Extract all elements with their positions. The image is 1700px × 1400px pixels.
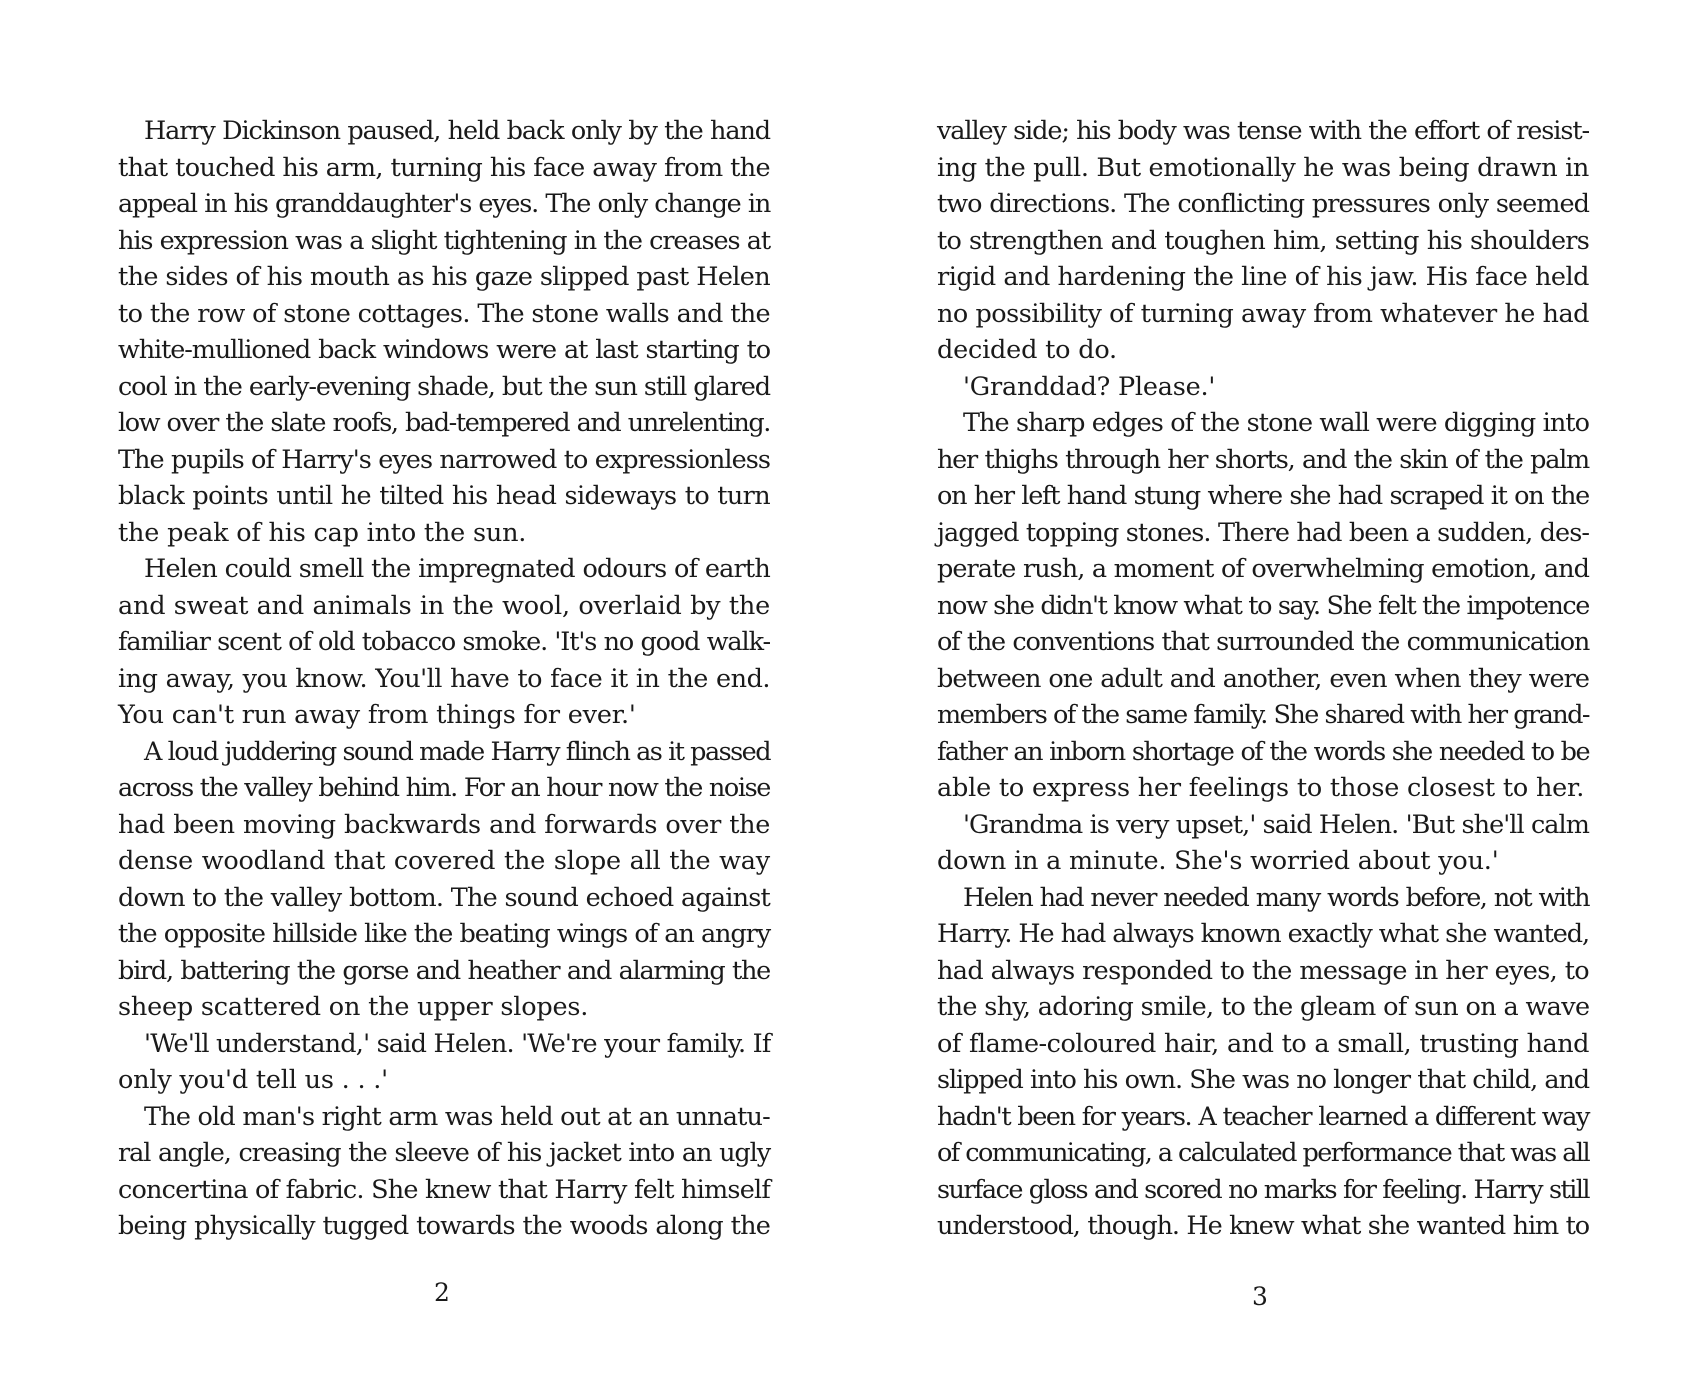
text-line: being physically tugged towards the woods along the	[118, 1211, 770, 1241]
left-page-number: 2	[434, 1278, 450, 1307]
text-line: 'Grandma is very upset,' said Helen. 'But she'll calm	[963, 809, 1589, 840]
text-line: The pupils of Harry's eyes narrowed to expressionless	[118, 444, 770, 475]
text-line: only you'd tell us . . .'	[118, 1065, 388, 1095]
text-line: low over the slate roofs, bad-tempered and unrelenting.	[118, 408, 770, 438]
text-line: appeal in his granddaughter's eyes. The only change in	[118, 189, 770, 219]
text-line: hadn't been for years. A teacher learned a different way	[937, 1101, 1589, 1132]
text-line: that touched his arm, turning his face away from the	[118, 152, 770, 183]
text-line: to the row of stone cottages. The stone walls and the	[118, 298, 770, 329]
text-line: perate rush, a moment of overwhelming emotion, and	[937, 554, 1589, 584]
text-line: rigid and hardening the line of his jaw. His face held	[937, 262, 1589, 292]
text-line: valley side; his body was tense with the effort of resist-	[937, 116, 1589, 146]
text-line: to strengthen and toughen him, setting his shoulders	[937, 225, 1589, 256]
text-line: dense woodland that covered the slope all the way	[118, 846, 770, 876]
text-line: 'We'll understand,' said Helen. 'We're your family. If	[144, 1028, 771, 1059]
left-page-text	[118, 113, 770, 1245]
text-line: across the valley behind him. For an hour now the noise	[118, 773, 770, 803]
text-line: the opposite hillside like the beating wings of an angry	[118, 919, 770, 949]
text-line: bird, battering the gorse and heather and alarming the	[118, 955, 770, 986]
text-line: his expression was a slight tightening in the creases at	[118, 225, 770, 256]
text-line: the shy, adoring smile, to the gleam of sun on a wave	[937, 992, 1590, 1022]
text-line: The sharp edges of the stone wall were digging into	[963, 408, 1589, 438]
text-line: down to the valley bottom. The sound echoed against	[118, 882, 770, 913]
text-line: of flame-coloured hair, and to a small, trusting hand	[937, 1028, 1589, 1059]
text-line: concertina of fabric. She knew that Harry felt himself	[118, 1174, 770, 1205]
text-line: between one adult and another, even when they were	[937, 663, 1589, 694]
text-line: down in a minute. She's worried about you.'	[937, 846, 1499, 876]
text-line: cool in the early-evening shade, but the sun still glared	[118, 371, 770, 402]
text-line: ing away, you know. You'll have to face it in the end.	[118, 663, 770, 694]
text-line: A loud juddering sound made Harry flinch as it passed	[144, 736, 770, 767]
right-page	[850, 0, 1700, 1400]
text-line: understood, though. He knew what she wanted him to	[937, 1211, 1589, 1241]
text-line: sheep scattered on the upper slopes.	[118, 992, 589, 1022]
text-line: the peak of his cap into the sun.	[118, 517, 527, 548]
text-line: ral angle, creasing the sleeve of his jacket into an ugly	[118, 1138, 770, 1168]
text-line: on her left hand stung where she had scraped it on the	[937, 481, 1589, 511]
text-line: Helen could smell the impregnated odours of earth	[144, 554, 770, 584]
text-line: father an inborn shortage of the words she needed to be	[937, 736, 1589, 767]
text-line: and sweat and animals in the wool, overlaid by the	[118, 590, 770, 621]
text-line: ing the pull. But emotionally he was being drawn in	[937, 152, 1589, 183]
text-line: no possibility of turning away from whatever he had	[937, 298, 1589, 329]
text-line: surface gloss and scored no marks for feeling. Harry still	[937, 1174, 1589, 1205]
right-page-number: 3	[1252, 1282, 1268, 1311]
text-line: two directions. The conflicting pressures only seemed	[937, 189, 1589, 219]
text-line: Harry. He had always known exactly what she wanted,	[937, 919, 1589, 949]
text-line: Helen had never needed many words before, not with	[963, 882, 1589, 913]
right-page-text	[937, 113, 1589, 1245]
text-line: You can't run away from things for ever.'	[118, 700, 636, 730]
text-line: of the conventions that surrounded the communication	[937, 627, 1589, 657]
text-line: able to express her feelings to those closest to her.	[937, 773, 1585, 803]
text-line: decided to do.	[937, 335, 1117, 365]
text-line: familiar scent of old tobacco smoke. 'It's no good walk-	[118, 627, 770, 657]
text-line: Harry Dickinson paused, held back only by the hand	[144, 116, 770, 146]
text-line: members of the same family. She shared with her grand-	[937, 700, 1589, 730]
text-line: had always responded to the message in her eyes, to	[937, 955, 1589, 986]
text-line: had been moving backwards and forwards over the	[118, 809, 770, 840]
text-line: white-mullioned back windows were at last starting to	[118, 335, 770, 365]
text-line: now she didn't know what to say. She felt the impotence	[937, 590, 1589, 621]
text-line: of communicating, a calculated performance that was all	[937, 1138, 1590, 1168]
text-line: her thighs through her shorts, and the skin of the palm	[937, 444, 1589, 475]
text-line: slipped into his own. She was no longer that child, and	[937, 1065, 1589, 1095]
text-line: 'Granddad? Please.'	[963, 371, 1216, 402]
text-line: black points until he tilted his head sideways to turn	[118, 481, 770, 511]
text-line: jagged topping stones. There had been a sudden, des-	[937, 517, 1589, 548]
text-line: The old man's right arm was held out at an unnatu-	[144, 1101, 770, 1132]
text-line: the sides of his mouth as his gaze slipped past Helen	[118, 262, 770, 292]
